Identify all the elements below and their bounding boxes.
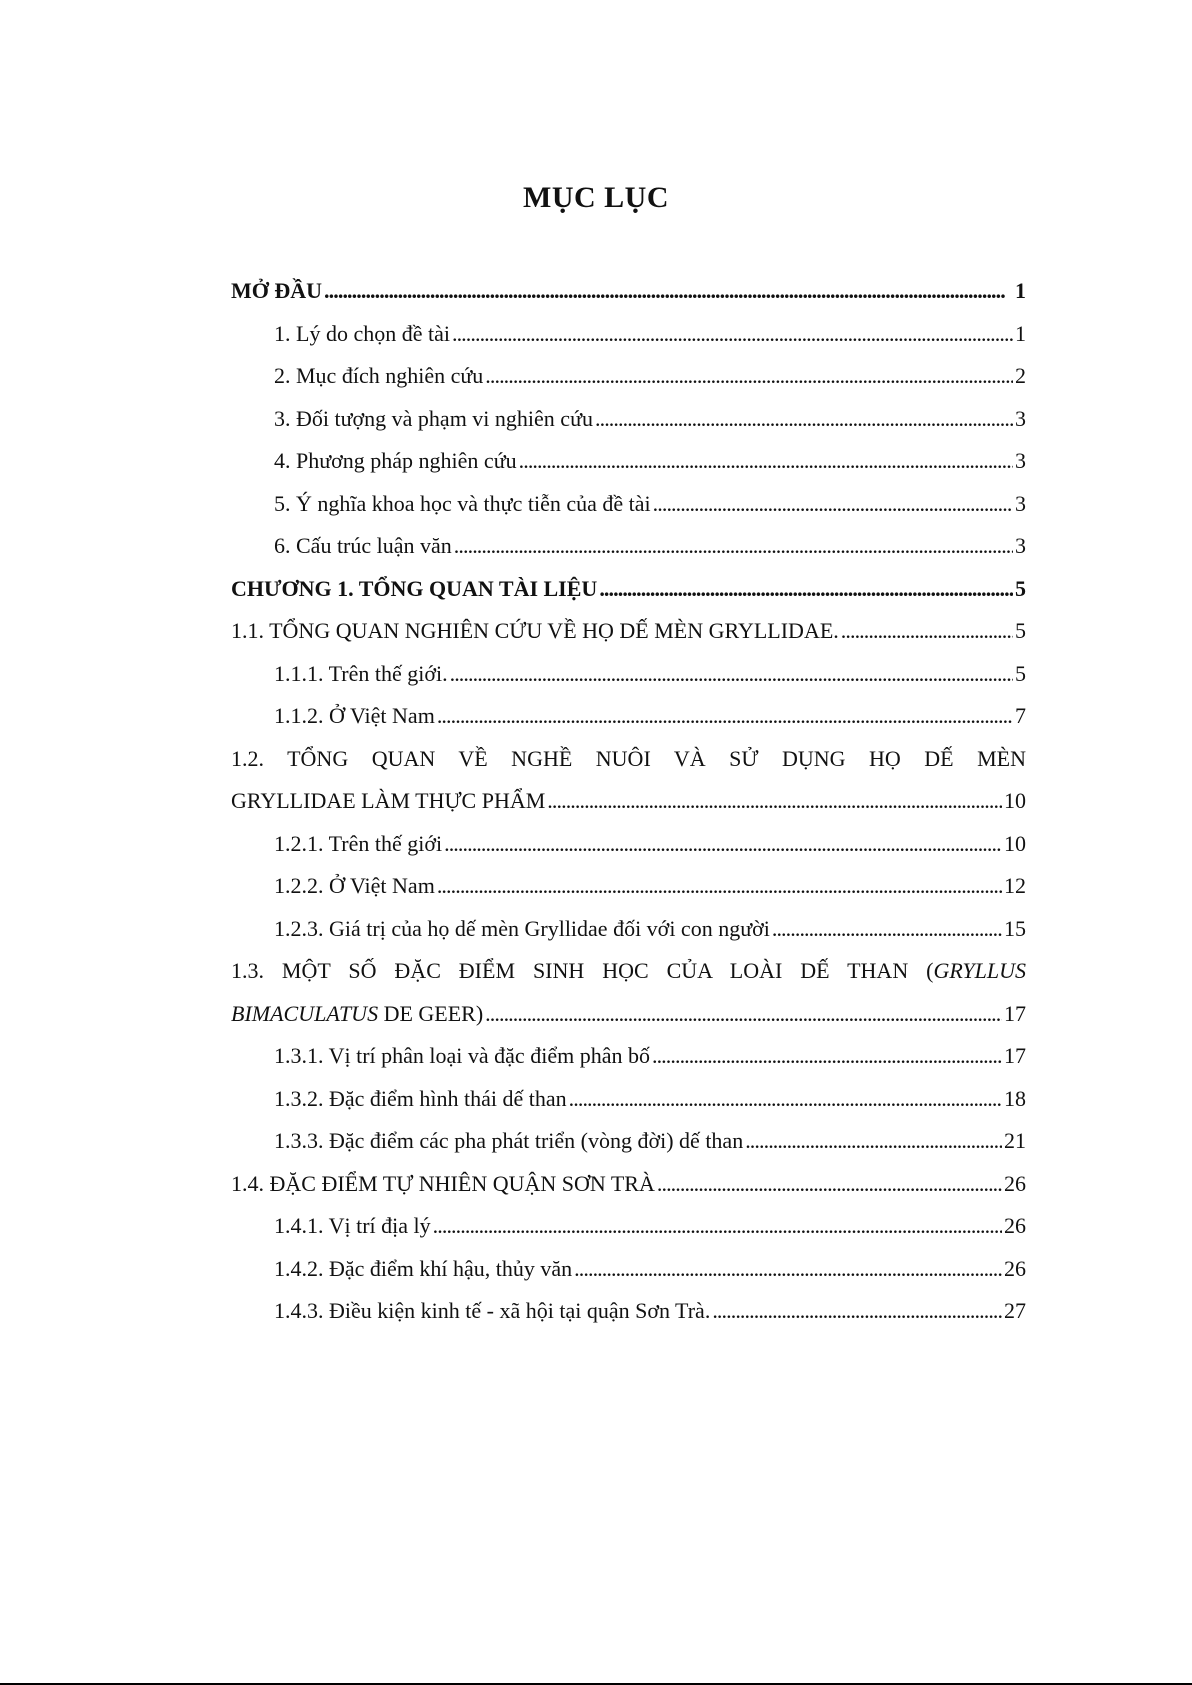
- toc-entry-label-rest: DE GEER): [378, 1000, 484, 1026]
- toc-page-number: 2: [1015, 363, 1026, 388]
- table-of-contents: [231, 270, 1026, 1333]
- toc-page-number: 3: [1015, 405, 1026, 431]
- toc-entry: [231, 653, 1026, 696]
- toc-entry-label: [231, 993, 483, 1036]
- toc-entry-label: 1. Lý do chọn đề tài: [274, 320, 450, 346]
- toc-entry-label: 4. Phương pháp nghiên cứu: [274, 448, 517, 473]
- toc-entry-intro: [231, 270, 1026, 313]
- toc-entry-label: CHƯƠNG 1. TỔNG QUAN TÀI LIỆU: [231, 575, 598, 601]
- toc-entry-section-1-3-line2: [231, 993, 1026, 1036]
- toc-entry: [231, 355, 1026, 398]
- toc-page-number: 17: [1004, 1043, 1026, 1068]
- toc-entry-label: 1.3.2. Đặc điểm hình thái dế than: [274, 1085, 567, 1111]
- toc-page-number: 3: [1015, 533, 1026, 558]
- toc-entry: [231, 908, 1026, 951]
- toc-entry-label: GRYLLIDAE LÀM THỰC PHẨM: [231, 788, 546, 813]
- toc-entry: [231, 823, 1026, 866]
- toc-entry: [231, 1120, 1026, 1163]
- dot-leader: [657, 1163, 1002, 1206]
- toc-page-number: 26: [1004, 1213, 1026, 1238]
- toc-entry-label: 2. Mục đích nghiên cứu: [274, 363, 484, 388]
- dot-leader: [569, 1078, 1002, 1121]
- toc-page-number: 21: [1004, 1128, 1026, 1153]
- toc-page-number: 5: [1015, 660, 1026, 686]
- dot-leader: [599, 568, 1013, 611]
- toc-page-number: 3: [1015, 448, 1026, 473]
- toc-page-number: 27: [1004, 1298, 1026, 1323]
- toc-entry-label: 1.1.1. Trên thế giới.: [274, 660, 448, 686]
- toc-entry: [231, 313, 1026, 356]
- toc-entry: [231, 483, 1026, 526]
- dot-leader: [454, 525, 1013, 568]
- dot-leader: [652, 1035, 1002, 1078]
- toc-entry: [231, 865, 1026, 908]
- dot-leader: [841, 610, 1013, 653]
- dot-leader: [485, 993, 1002, 1036]
- dot-leader: [653, 483, 1013, 526]
- toc-entry-chapter-1: [231, 568, 1026, 611]
- dot-leader: [437, 695, 1013, 738]
- toc-page-number: 10: [1004, 788, 1026, 813]
- toc-entry-section-1-4: [231, 1163, 1026, 1206]
- toc-entry-label: 1.2.3. Giá trị của họ dế mèn Gryllidae đối với con người: [274, 915, 770, 941]
- dot-leader: [324, 270, 1013, 313]
- toc-entry-label: 5. Ý nghĩa khoa học và thực tiễn của đề tài: [274, 490, 651, 516]
- toc-entry: [231, 440, 1026, 483]
- toc-entry-label: 1.3. MỘT SỐ ĐẶC ĐIỂM SINH HỌC CỦA LOÀI DẾ THAN (: [231, 958, 934, 983]
- dot-leader: [444, 823, 1002, 866]
- toc-page-number: 5: [1015, 618, 1026, 643]
- toc-entry-label: 1.4. ĐẶC ĐIỂM TỰ NHIÊN QUẬN SƠN TRÀ: [231, 1170, 655, 1196]
- dot-leader: [772, 908, 1002, 951]
- toc-entry-label: 1.4.2. Đặc điểm khí hậu, thủy văn: [274, 1255, 573, 1281]
- toc-entry: [231, 525, 1026, 568]
- toc-page-number: 3: [1015, 490, 1026, 516]
- toc-entry: [231, 1035, 1026, 1078]
- dot-leader: [452, 313, 1013, 356]
- dot-leader: [433, 1205, 1002, 1248]
- toc-page-number: 7: [1015, 703, 1026, 728]
- toc-entry-label: 1.4.1. Vị trí địa lý: [274, 1213, 431, 1238]
- toc-entry: [231, 1290, 1026, 1333]
- page-title: MỤC LỤC: [523, 181, 669, 214]
- dot-leader: [574, 1248, 1002, 1291]
- toc-page-number: 1: [1015, 278, 1026, 303]
- dot-leader: [519, 440, 1013, 483]
- toc-page-number: 12: [1004, 873, 1026, 898]
- toc-page-number: 1: [1015, 320, 1026, 346]
- toc-page-number: 26: [1004, 1170, 1026, 1196]
- toc-entry-section-1-2-line1: 1.2. TỔNG QUAN VỀ NGHỀ NUÔI VÀ SỬ DỤNG HỌ DẾ MÈN: [231, 745, 1026, 771]
- toc-page-number: 26: [1004, 1255, 1026, 1281]
- dot-leader: [485, 355, 1013, 398]
- toc-entry-label: 1.1. TỔNG QUAN NGHIÊN CỨU VỀ HỌ DẾ MÈN GRYLLIDAE.: [231, 618, 839, 643]
- toc-entry-section-1-2-line2: [231, 780, 1026, 823]
- toc-entry-label: 1.4.3. Điều kiện kinh tế - xã hội tại quận Sơn Trà.: [274, 1298, 711, 1323]
- toc-page-number: 10: [1004, 830, 1026, 856]
- toc-entry-label: 1.3.3. Đặc điểm các pha phát triển (vòng đời) dế than: [274, 1128, 744, 1153]
- toc-page-number: 18: [1004, 1085, 1026, 1111]
- toc-entry-label: 1.2.1. Trên thế giới: [274, 830, 443, 856]
- toc-entry: [231, 695, 1026, 738]
- toc-entry: [231, 1078, 1026, 1121]
- dot-leader: [745, 1120, 1002, 1163]
- toc-entry-label: 1.2.2. Ở Việt Nam: [274, 873, 435, 898]
- toc-entry-section-1-1: [231, 610, 1026, 653]
- toc-entry-label: MỞ ĐẦU: [231, 278, 323, 303]
- dot-leader: [547, 780, 1002, 823]
- toc-page-number: 15: [1004, 915, 1026, 941]
- toc-page-number: 5: [1015, 575, 1026, 601]
- toc-entry: [231, 1205, 1026, 1248]
- dot-leader: [595, 398, 1013, 441]
- toc-entry-label-italic: BIMACULATUS: [231, 1000, 379, 1026]
- toc-page-number: 17: [1004, 1000, 1026, 1026]
- toc-entry-label-italic: GRYLLUS: [933, 958, 1026, 983]
- toc-entry-label: 1.3.1. Vị trí phân loại và đặc điểm phân bố: [274, 1043, 650, 1068]
- dot-leader: [450, 653, 1013, 696]
- toc-entry: [231, 1248, 1026, 1291]
- toc-entry-label: 3. Đối tượng và phạm vi nghiên cứu: [274, 405, 593, 431]
- toc-entry-label: 1.1.2. Ở Việt Nam: [274, 703, 435, 728]
- toc-entry-section-1-3-line1: [231, 950, 1026, 993]
- toc-entry: [231, 398, 1026, 441]
- dot-leader: [712, 1290, 1002, 1333]
- toc-entry-label: 6. Cấu trúc luận văn: [274, 533, 452, 558]
- dot-leader: [437, 865, 1002, 908]
